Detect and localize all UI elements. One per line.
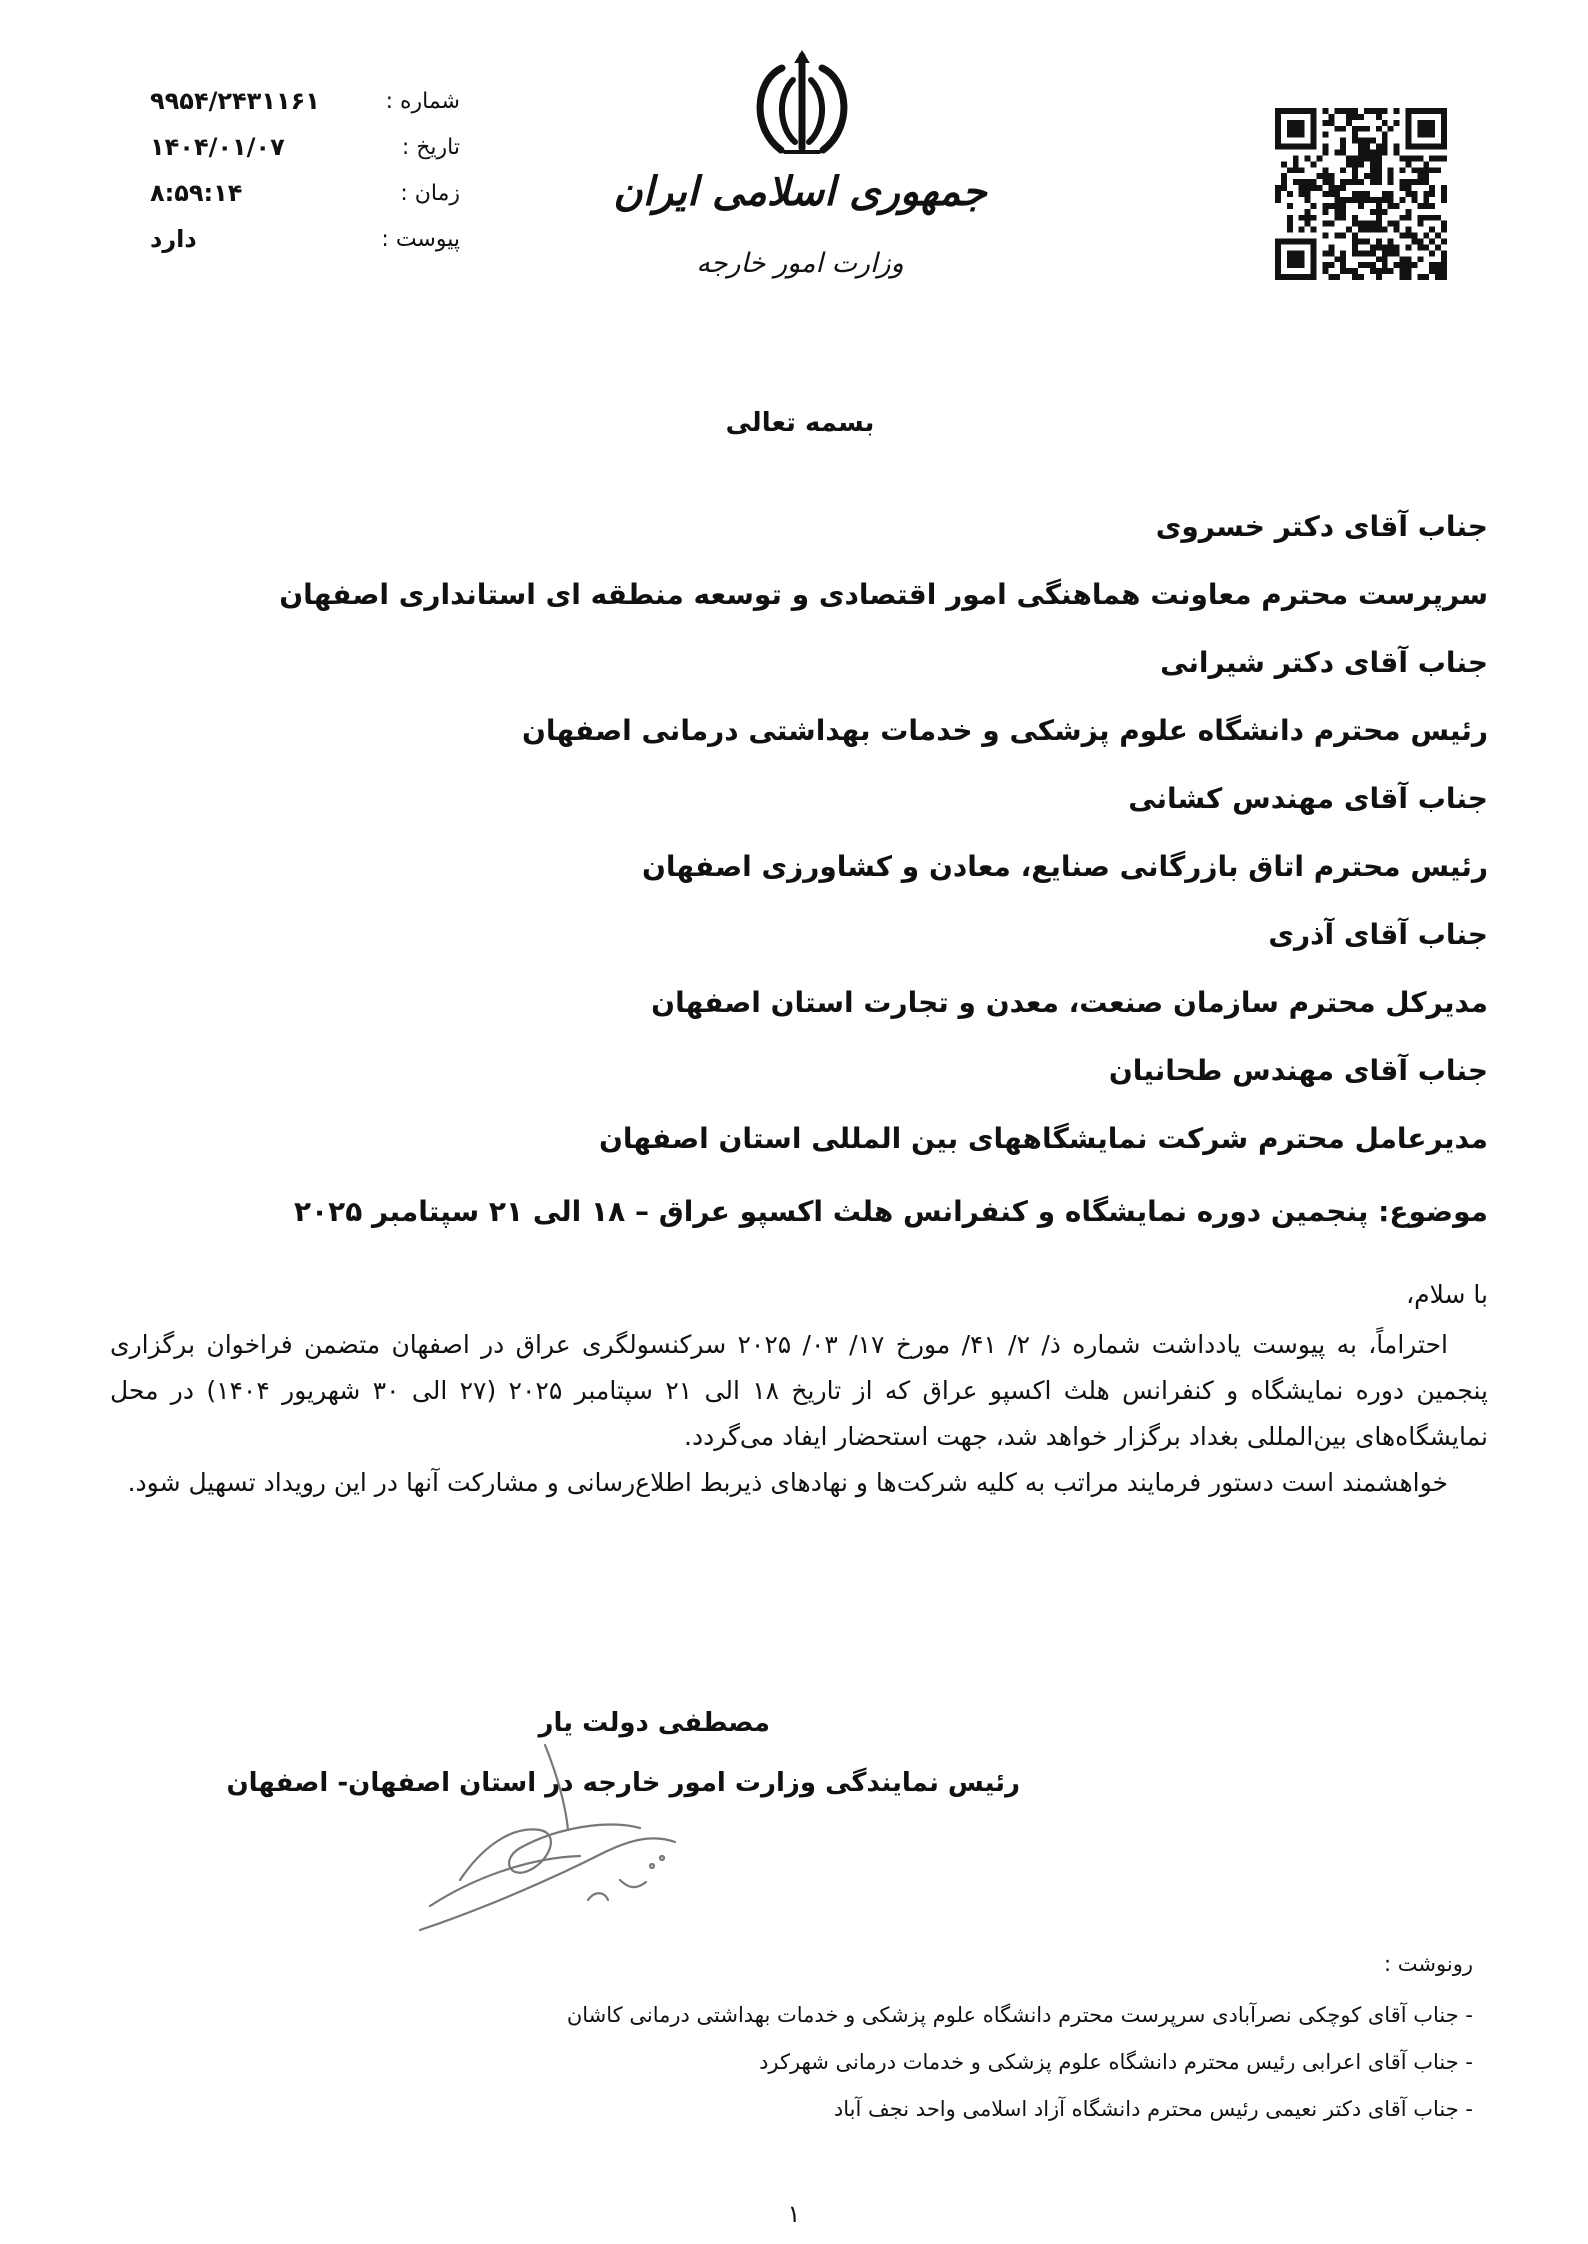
cc-item: - جناب آقای کوچکی نصرآبادی سرپرست محترم دانشگاه علوم پزشکی و خدمات بهداشتی درمانی کاشان xyxy=(566,2003,1473,2027)
addressee-line: جناب آقای دکتر شیرانی xyxy=(1160,646,1488,679)
body-paragraph: احتراماً، به پیوست یادداشت شماره ذ/ ۲/ ۴۱/ مورخ ۱۷/ ۰۳/ ۲۰۲۵ سرکنسولگری عراق در اصفهان متضمن فراخوان برگزاری پنجمین دوره نمایشگاه و کنفرانس هلث اکسپو عراق که از تاریخ ۱۸ الی ۲۱ سپتامبر ۲۰۲۵ (۲۷ الی ۳۰ شهریور ۱۴۰۴) در محل نمایشگاه‌های بین‌المللی بغداد برگزار خواهد شد، جهت استحضار ایفاد می‌گردد. xyxy=(110,1330,1489,1451)
page-number: ۱ xyxy=(787,2200,801,2228)
addressee-line: رئیس محترم اتاق بازرگانی صنایع، معادن و کشاورزی اصفهان xyxy=(642,850,1488,883)
republic-title: جمهوری اسلامی ایران xyxy=(613,168,987,215)
qr-code-icon xyxy=(1275,108,1447,280)
subject-line: موضوع: پنجمین دوره نمایشگاه و کنفرانس هلث اکسپو عراق – ۱۸ الی ۲۱ سپتامبر ۲۰۲۵ xyxy=(293,1195,1488,1228)
addressee-line: سرپرست محترم معاونت هماهنگی امور اقتصادی و توسعه منطقه ای استانداری اصفهان xyxy=(279,578,1488,611)
addressee-line: جناب آقای مهندس طحانیان xyxy=(1108,1054,1488,1087)
handwritten-signature xyxy=(390,1730,770,1950)
ministry-title: وزارت امور خارجه xyxy=(696,248,904,279)
meta-label: پیوست : xyxy=(381,226,460,252)
meta-value: دارد xyxy=(150,225,197,253)
signatory-name: مصطفی دولت یار xyxy=(538,1708,770,1738)
addressee-line: مدیرعامل محترم شرکت نمایشگاههای بین المللی استان اصفهان xyxy=(599,1122,1488,1155)
meta-time-row xyxy=(150,170,460,216)
addressee-line: مدیرکل محترم سازمان صنعت، معدن و تجارت استان اصفهان xyxy=(651,986,1488,1019)
cc-item: - جناب آقای اعرابی رئیس محترم دانشگاه علوم پزشکی و خدمات درمانی شهرکرد xyxy=(759,2050,1473,2074)
meta-date-row xyxy=(150,124,460,170)
meta-label: زمان : xyxy=(400,180,460,206)
bismillah-heading: بسمه تعالی xyxy=(725,408,875,438)
cc-label: رونوشت : xyxy=(1384,1952,1473,1976)
meta-attachment-row xyxy=(150,216,460,262)
greeting: با سلام، xyxy=(1406,1280,1488,1309)
addressee-line: جناب آقای مهندس کشانی xyxy=(1128,782,1488,815)
meta-value: ۸:۵۹:۱۴ xyxy=(150,179,243,207)
meta-label: تاریخ : xyxy=(401,134,460,160)
body-paragraph: خواهشمند است دستور فرمایند مراتب به کلیه شرکت‌ها و نهادهای ذیربط اطلاع‌رسانی و مشارکت آنها در این رویداد تسهیل شود. xyxy=(127,1468,1448,1497)
meta-label: شماره : xyxy=(385,88,460,114)
letter-meta xyxy=(150,78,460,262)
meta-value: ۱۴۰۴/۰۱/۰۷ xyxy=(150,133,285,161)
addressee-line: جناب آقای آذری xyxy=(1268,918,1488,951)
meta-value: ۹۹۵۴/۲۴۳۱۱۶۱ xyxy=(150,87,320,115)
addressee-line: رئیس محترم دانشگاه علوم پزشکی و خدمات بهداشتی درمانی اصفهان xyxy=(522,714,1488,747)
addressee-line: جناب آقای دکتر خسروی xyxy=(1155,510,1488,543)
signatory-title: رئیس نمایندگی وزارت امور خارجه در استان اصفهان- اصفهان xyxy=(226,1768,1020,1798)
cc-item: - جناب آقای دکتر نعیمی رئیس محترم دانشگاه آزاد اسلامی واحد نجف آباد xyxy=(833,2097,1473,2121)
iran-emblem-icon xyxy=(737,50,867,160)
meta-number-row xyxy=(150,78,460,124)
